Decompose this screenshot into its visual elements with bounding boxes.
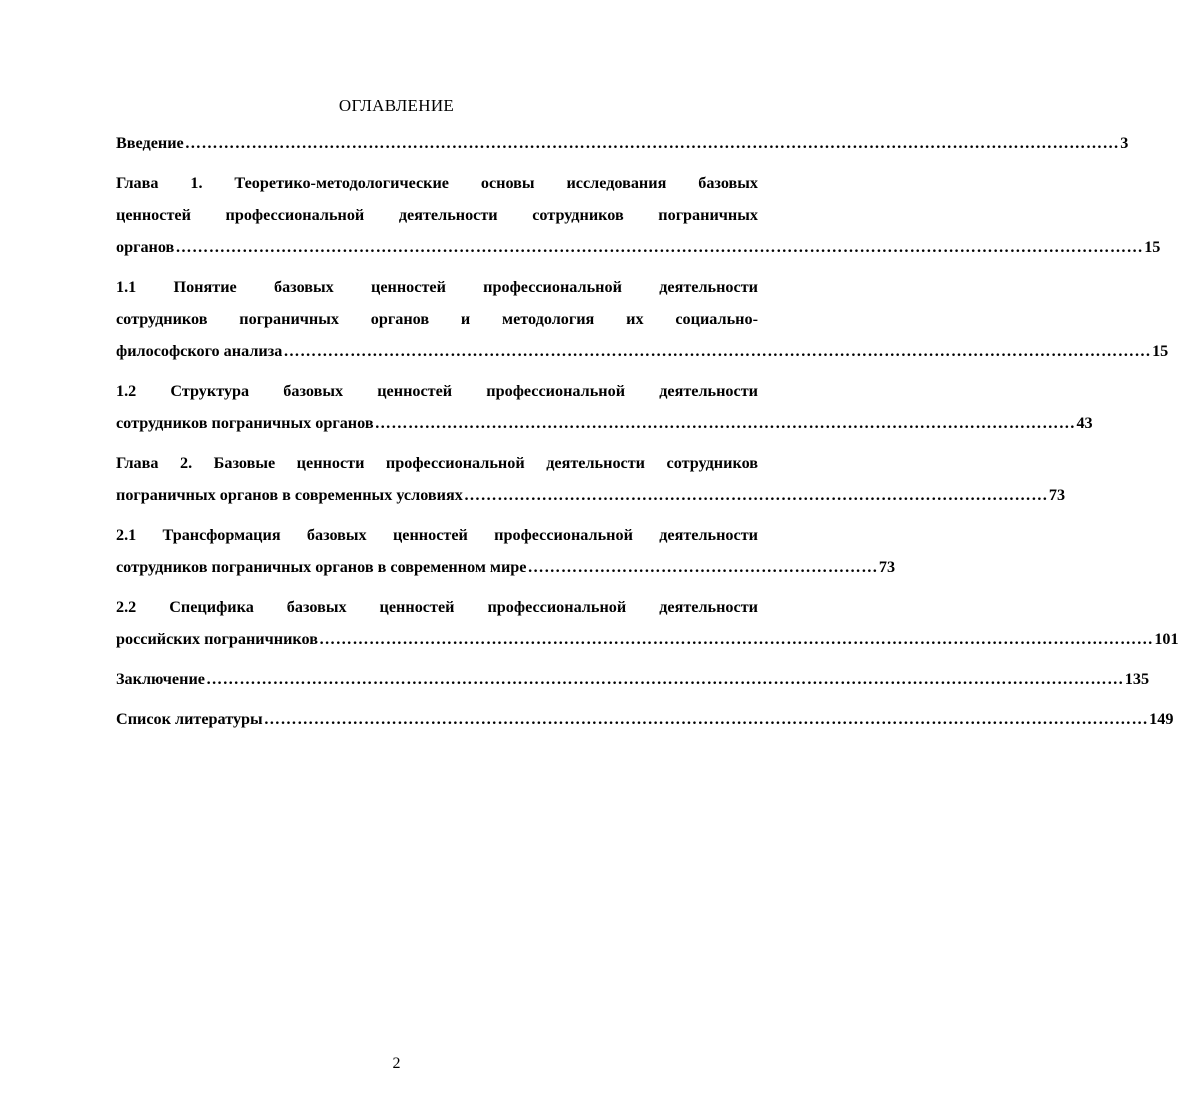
toc-leader-dots: …………………………………………………………………………………………………………………………………………… xyxy=(263,710,1149,728)
toc-entry-section-2-2 xyxy=(116,591,1179,655)
page-title: ОГЛАВЛЕНИЕ xyxy=(338,96,455,115)
toc-line xyxy=(116,127,1129,159)
toc-entry-title: Заключение xyxy=(116,670,205,688)
toc-entry-introduction xyxy=(116,127,1129,159)
toc-leader-dots: …………………………………………………………………………………………………………………………………… xyxy=(318,630,1154,648)
toc-line: сотрудников пограничных органов и методология их социально- xyxy=(116,310,758,328)
toc-entry-section-2-1 xyxy=(116,519,896,583)
toc-line xyxy=(116,663,1150,695)
toc-page-number: 15 xyxy=(1144,238,1161,256)
page-number: 2 xyxy=(392,1055,401,1072)
toc-entry-section-1-1 xyxy=(116,271,1169,367)
toc-page-number: 73 xyxy=(1048,486,1066,504)
toc-entry-section-1-2 xyxy=(116,375,1093,439)
toc-entry-title: Список литературы xyxy=(116,710,263,728)
toc-line xyxy=(116,231,1161,263)
toc-line: 1.1 Понятие базовых ценностей профессиональной деятельности xyxy=(116,278,758,296)
toc-entry-title: сотрудников пограничных органов xyxy=(116,414,374,432)
toc-leader-dots: …………………………………………………………………………………………… xyxy=(463,486,1048,504)
toc-line xyxy=(116,551,896,583)
toc-entry-title: органов xyxy=(116,238,175,256)
table-of-contents xyxy=(116,127,1179,743)
toc-entry-title: российских пограничников xyxy=(116,630,318,648)
toc-line: 2.2 Специфика базовых ценностей профессиональной деятельности xyxy=(116,598,758,616)
toc-line: Глава 1. Теоретико-методологические основы исследования базовых xyxy=(116,174,758,192)
toc-line xyxy=(116,623,1179,655)
toc-leader-dots: ………………………………………………………………………………………………………………………………………………………… xyxy=(175,238,1144,256)
toc-entry-conclusion xyxy=(116,663,1150,695)
toc-entry-title: Введение xyxy=(116,134,184,152)
toc-entry-chapter-2 xyxy=(116,447,1066,511)
toc-line: Глава 2. Базовые ценности профессиональной деятельности сотрудников xyxy=(116,454,758,472)
toc-page-number: 73 xyxy=(878,558,896,576)
toc-entry-bibliography xyxy=(116,703,1174,735)
toc-page-number: 135 xyxy=(1124,670,1150,688)
toc-page-number: 43 xyxy=(1076,414,1093,432)
toc-line xyxy=(116,335,1169,367)
toc-line: 1.2 Структура базовых ценностей профессиональной деятельности xyxy=(116,382,758,400)
toc-leader-dots: ………………………………………………………………………………………………………………………………………………… xyxy=(205,670,1124,688)
toc-line: ценностей профессиональной деятельности сотрудников пограничных xyxy=(116,206,758,224)
toc-leader-dots: ……………………………………………………………………………………………………………… xyxy=(374,414,1076,432)
toc-line xyxy=(116,407,1093,439)
toc-entry-title: сотрудников пограничных органов в современном мире xyxy=(116,558,527,576)
toc-entry-title: пограничных органов в современных условиях xyxy=(116,486,463,504)
toc-line xyxy=(116,479,1066,511)
toc-entry-title: философского анализа xyxy=(116,342,283,360)
toc-line: 2.1 Трансформация базовых ценностей профессиональной деятельности xyxy=(116,526,758,544)
toc-page-number: 149 xyxy=(1149,710,1174,728)
toc-page-number: 101 xyxy=(1154,630,1179,648)
toc-page-number: 3 xyxy=(1120,134,1129,152)
toc-leader-dots: ……………………………………………………… xyxy=(527,558,878,576)
toc-leader-dots: ………………………………………………………………………………………………………………………………………… xyxy=(283,342,1152,360)
toc-entry-chapter-1 xyxy=(116,167,1161,263)
toc-line xyxy=(116,703,1174,735)
toc-leader-dots: …………………………………………………………………………………………………………………………………………………… xyxy=(184,134,1120,152)
toc-page-number: 15 xyxy=(1152,342,1169,360)
